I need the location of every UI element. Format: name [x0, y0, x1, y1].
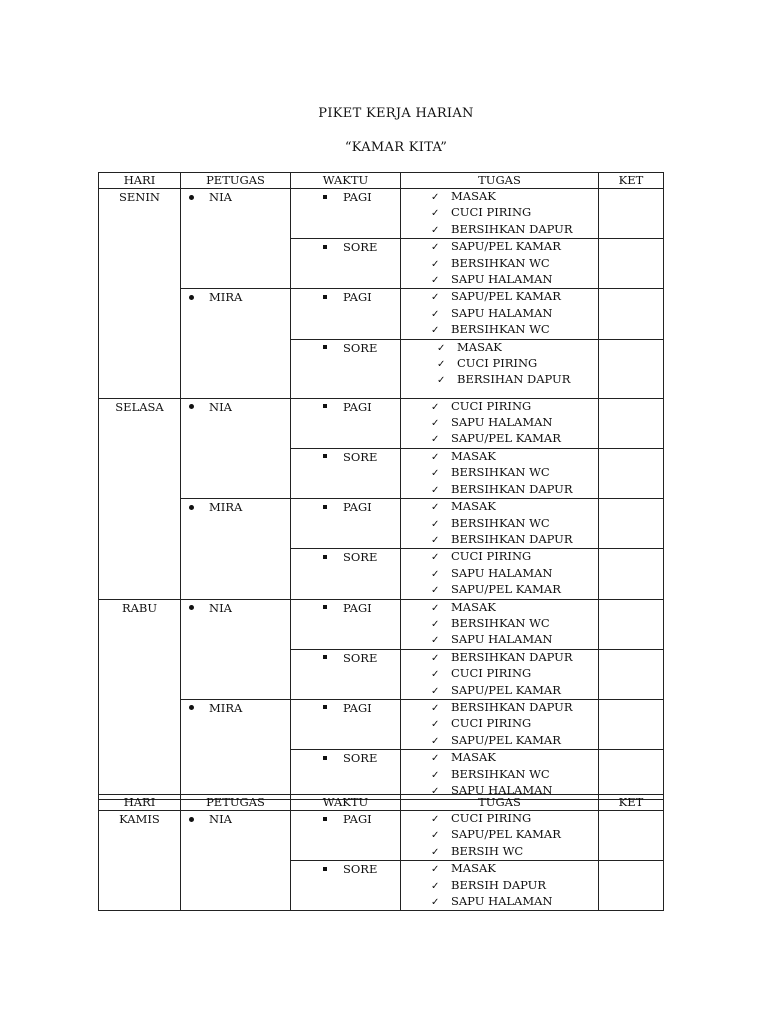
waktu-cell: [291, 189, 401, 239]
tugas-cell: [401, 549, 599, 599]
ket-cell: [599, 861, 664, 911]
waktu-label: SORE: [343, 449, 378, 464]
waktu-cell: [291, 861, 401, 911]
tugas-cell: [401, 339, 599, 398]
petugas-cell: [181, 599, 291, 699]
task-text: BERSIHAN DAPUR: [457, 372, 571, 387]
list-item: [437, 356, 598, 372]
task-list: [401, 499, 598, 548]
list-item: [431, 549, 598, 565]
hari-cell: RABU: [99, 599, 181, 800]
check-icon: ✓: [431, 652, 440, 664]
task-text: BERSIHKAN WC: [451, 255, 550, 270]
document-title: PIKET KERJA HARIAN: [318, 106, 474, 121]
petugas-name: NIA: [209, 399, 232, 414]
check-icon: ✓: [431, 735, 440, 747]
task-text: SAPU HALAMAN: [451, 632, 553, 647]
list-item: [431, 616, 598, 632]
square-bullet-icon: [323, 817, 327, 821]
petugas-cell: [181, 189, 291, 289]
header-tugas: TUGAS: [401, 173, 599, 189]
tugas-cell: [401, 499, 599, 549]
petugas-cell: [181, 699, 291, 799]
tugas-cell: [401, 398, 599, 448]
task-text: BERSIH WC: [451, 843, 524, 858]
list-item: [431, 632, 598, 648]
tugas-cell: [401, 599, 599, 649]
ket-cell: [599, 339, 664, 398]
petugas-cell: [181, 811, 291, 911]
waktu-label: PAGI: [343, 500, 372, 515]
check-icon: ✓: [437, 359, 446, 371]
header-row: [99, 795, 664, 811]
task-list: [401, 399, 598, 448]
check-icon: ✓: [431, 275, 440, 287]
list-item: [431, 289, 598, 305]
check-icon: ✓: [431, 635, 440, 647]
ket-cell: [599, 699, 664, 749]
round-bullet-icon: [189, 195, 194, 200]
ket-cell: [599, 448, 664, 498]
header-petugas: PETUGAS: [181, 173, 291, 189]
task-text: MASAK: [451, 189, 496, 203]
task-text: SAPU/PEL KAMAR: [451, 431, 561, 446]
ket-cell: [599, 599, 664, 649]
tugas-cell: [401, 699, 599, 749]
check-icon: ✓: [431, 786, 440, 797]
ket-cell: [599, 289, 664, 339]
list-item: [431, 700, 598, 716]
list-item: [431, 811, 598, 827]
check-icon: ✓: [431, 484, 440, 496]
petugas-name: MIRA: [209, 700, 243, 715]
header-row: [99, 173, 664, 189]
square-bullet-icon: [323, 454, 327, 458]
check-icon: ✓: [431, 451, 440, 463]
task-list: [401, 340, 598, 389]
waktu-label: PAGI: [343, 290, 372, 305]
tugas-cell: [401, 448, 599, 498]
check-icon: ✓: [431, 618, 440, 630]
task-text: BERSIHKAN WC: [451, 322, 550, 337]
waktu-cell: [291, 811, 401, 861]
task-list: [401, 700, 598, 749]
task-text: BERSIHKAN DAPUR: [451, 481, 573, 496]
check-icon: ✓: [431, 534, 440, 546]
check-icon: ✓: [431, 669, 440, 681]
task-text: SAPU HALAMAN: [451, 305, 553, 320]
table-row: [99, 811, 664, 861]
list-item: [431, 516, 598, 532]
square-bullet-icon: [323, 867, 327, 871]
task-text: SAPU/PEL KAMAR: [451, 732, 561, 747]
task-text: CUCI PIRING: [451, 716, 532, 731]
list-item: [431, 431, 598, 447]
square-bullet-icon: [323, 605, 327, 609]
task-text: MASAK: [451, 448, 496, 463]
task-list: [401, 239, 598, 288]
task-text: CUCI PIRING: [451, 549, 532, 564]
waktu-cell: [291, 699, 401, 749]
check-icon: ✓: [431, 897, 440, 909]
task-text: SAPU HALAMAN: [451, 894, 553, 909]
round-bullet-icon: [189, 705, 194, 710]
petugas-name: NIA: [209, 600, 232, 615]
round-bullet-icon: [189, 817, 194, 822]
petugas-name: MIRA: [209, 500, 243, 515]
waktu-label: PAGI: [343, 700, 372, 715]
square-bullet-icon: [323, 756, 327, 760]
check-icon: ✓: [431, 468, 440, 480]
table-row: [99, 599, 664, 649]
hari-cell: KAMIS: [99, 811, 181, 911]
header-waktu: WAKTU: [291, 795, 401, 811]
check-icon: ✓: [431, 814, 440, 825]
check-icon: ✓: [431, 685, 440, 697]
task-text: SAPU/PEL KAMAR: [451, 582, 561, 597]
list-item: [431, 650, 598, 666]
header-tugas: TUGAS: [401, 795, 599, 811]
check-icon: ✓: [431, 325, 440, 337]
task-list: [401, 750, 598, 799]
task-text: MASAK: [451, 499, 496, 514]
header-petugas: PETUGAS: [181, 795, 291, 811]
hari-cell: SENIN: [99, 189, 181, 399]
header-hari: HARI: [99, 795, 181, 811]
list-item: [431, 306, 598, 322]
task-text: SAPU/PEL KAMAR: [451, 682, 561, 697]
round-bullet-icon: [189, 505, 194, 510]
ket-cell: [599, 499, 664, 549]
task-text: BERSIHKAN WC: [451, 465, 550, 480]
task-text: BERSIHKAN DAPUR: [451, 649, 573, 664]
table-row: [99, 699, 664, 749]
task-list: [401, 449, 598, 498]
check-icon: ✓: [431, 292, 440, 304]
waktu-cell: [291, 750, 401, 800]
round-bullet-icon: [189, 404, 194, 409]
round-bullet-icon: [189, 605, 194, 610]
task-text: CUCI PIRING: [451, 811, 532, 825]
task-list: [401, 549, 598, 598]
list-item: [431, 767, 598, 783]
tugas-cell: [401, 861, 599, 911]
check-icon: ✓: [431, 552, 440, 564]
square-bullet-icon: [323, 404, 327, 408]
task-text: CUCI PIRING: [457, 356, 538, 371]
tugas-cell: [401, 239, 599, 289]
petugas-cell: [181, 398, 291, 498]
list-item: [431, 532, 598, 548]
task-text: SAPU/PEL KAMAR: [451, 289, 561, 304]
list-item: [431, 272, 598, 288]
list-item: [431, 415, 598, 431]
square-bullet-icon: [323, 295, 327, 299]
list-item: [431, 222, 598, 238]
check-icon: ✓: [431, 719, 440, 731]
waktu-cell: [291, 499, 401, 549]
waktu-label: PAGI: [343, 190, 372, 204]
list-item: [431, 878, 598, 894]
task-text: SAPU/PEL KAMAR: [451, 239, 561, 254]
waktu-label: SORE: [343, 550, 378, 565]
list-item: [431, 499, 598, 515]
task-text: SAPU HALAMAN: [451, 783, 553, 797]
task-list: [401, 189, 598, 238]
task-text: BERSIHKAN WC: [451, 766, 550, 781]
table-row: [99, 189, 664, 239]
list-item: [431, 399, 598, 415]
check-icon: ✓: [431, 224, 440, 236]
document-subtitle: “KAMAR KITA”: [344, 140, 448, 155]
check-icon: ✓: [431, 401, 440, 413]
list-item: [437, 340, 598, 356]
list-item: [431, 750, 598, 766]
task-text: MASAK: [451, 861, 496, 876]
check-icon: ✓: [431, 518, 440, 530]
hari-cell: SELASA: [99, 398, 181, 599]
ket-cell: [599, 549, 664, 599]
ket-cell: [599, 398, 664, 448]
list-item: [431, 827, 598, 843]
waktu-cell: [291, 649, 401, 699]
task-text: MASAK: [451, 599, 496, 614]
check-icon: ✓: [431, 602, 440, 614]
waktu-label: PAGI: [343, 600, 372, 615]
check-icon: ✓: [437, 375, 446, 387]
task-text: SAPU HALAMAN: [451, 415, 553, 430]
table-row: [99, 499, 664, 549]
check-icon: ✓: [431, 864, 440, 876]
list-item: [437, 372, 598, 388]
task-text: BERSIHKAN DAPUR: [451, 221, 573, 236]
tugas-cell: [401, 289, 599, 339]
waktu-label: SORE: [343, 340, 378, 355]
check-icon: ✓: [431, 192, 440, 203]
petugas-cell: [181, 289, 291, 398]
task-text: CUCI PIRING: [451, 398, 532, 413]
waktu-cell: [291, 339, 401, 398]
square-bullet-icon: [323, 195, 327, 199]
ket-cell: [599, 239, 664, 289]
task-text: MASAK: [457, 339, 502, 354]
waktu-cell: [291, 398, 401, 448]
task-text: BERSIH DAPUR: [451, 877, 547, 892]
waktu-cell: [291, 448, 401, 498]
schedule-table-2: [98, 794, 664, 911]
list-item: [431, 894, 598, 910]
task-text: BERSIHKAN DAPUR: [451, 699, 573, 714]
ket-cell: [599, 750, 664, 800]
square-bullet-icon: [323, 345, 327, 349]
header-hari: HARI: [99, 173, 181, 189]
task-text: SAPU HALAMAN: [451, 565, 553, 580]
round-bullet-icon: [189, 295, 194, 300]
list-item: [431, 239, 598, 255]
list-item: [431, 600, 598, 616]
check-icon: ✓: [431, 418, 440, 430]
task-text: CUCI PIRING: [451, 666, 532, 681]
check-icon: ✓: [431, 880, 440, 892]
petugas-name: NIA: [209, 812, 232, 826]
square-bullet-icon: [323, 655, 327, 659]
list-item: [431, 449, 598, 465]
list-item: [431, 716, 598, 732]
check-icon: ✓: [431, 242, 440, 254]
list-item: [431, 205, 598, 221]
task-list: [401, 650, 598, 699]
waktu-label: SORE: [343, 862, 378, 877]
check-icon: ✓: [437, 342, 446, 354]
check-icon: ✓: [431, 830, 440, 842]
task-text: BERSIHKAN WC: [451, 615, 550, 630]
list-item: [431, 322, 598, 338]
waktu-label: SORE: [343, 751, 378, 766]
task-list: [401, 811, 598, 860]
list-item: [431, 666, 598, 682]
waktu-cell: [291, 599, 401, 649]
task-text: SAPU/PEL KAMAR: [451, 827, 561, 842]
task-text: BERSIHKAN WC: [451, 515, 550, 530]
list-item: [431, 482, 598, 498]
ket-cell: [599, 189, 664, 239]
check-icon: ✓: [431, 585, 440, 597]
list-item: [431, 683, 598, 699]
header-ket: KET: [599, 795, 664, 811]
petugas-name: MIRA: [209, 290, 243, 305]
check-icon: ✓: [431, 702, 440, 714]
check-icon: ✓: [431, 258, 440, 270]
ket-cell: [599, 811, 664, 861]
waktu-cell: [291, 239, 401, 289]
petugas-cell: [181, 499, 291, 599]
check-icon: ✓: [431, 568, 440, 580]
check-icon: ✓: [431, 769, 440, 781]
list-item: [431, 189, 598, 205]
waktu-label: PAGI: [343, 812, 372, 826]
tugas-cell: [401, 189, 599, 239]
petugas-name: NIA: [209, 190, 232, 204]
square-bullet-icon: [323, 505, 327, 509]
tugas-cell: [401, 811, 599, 861]
task-text: CUCI PIRING: [451, 205, 532, 220]
waktu-label: PAGI: [343, 399, 372, 414]
task-text: SAPU HALAMAN: [451, 272, 553, 287]
check-icon: ✓: [431, 846, 440, 858]
square-bullet-icon: [323, 245, 327, 249]
task-list: [401, 861, 598, 910]
task-list: [401, 600, 598, 649]
tugas-cell: [401, 750, 599, 800]
list-item: [431, 861, 598, 877]
schedule-table-1: [98, 172, 664, 800]
list-item: [431, 844, 598, 860]
header-ket: KET: [599, 173, 664, 189]
task-text: BERSIHKAN DAPUR: [451, 531, 573, 546]
list-item: [431, 582, 598, 598]
task-list: [401, 289, 598, 338]
check-icon: ✓: [431, 434, 440, 446]
list-item: [431, 465, 598, 481]
table-row: [99, 398, 664, 448]
ket-cell: [599, 649, 664, 699]
list-item: [431, 256, 598, 272]
waktu-label: SORE: [343, 240, 378, 255]
table-row: [99, 289, 664, 339]
header-waktu: WAKTU: [291, 173, 401, 189]
check-icon: ✓: [431, 308, 440, 320]
tugas-cell: [401, 649, 599, 699]
check-icon: ✓: [431, 208, 440, 220]
check-icon: ✓: [431, 753, 440, 765]
waktu-label: SORE: [343, 650, 378, 665]
waktu-cell: [291, 289, 401, 339]
square-bullet-icon: [323, 555, 327, 559]
list-item: [431, 566, 598, 582]
task-text: MASAK: [451, 750, 496, 765]
waktu-cell: [291, 549, 401, 599]
square-bullet-icon: [323, 705, 327, 709]
check-icon: ✓: [431, 502, 440, 514]
list-item: [431, 733, 598, 749]
